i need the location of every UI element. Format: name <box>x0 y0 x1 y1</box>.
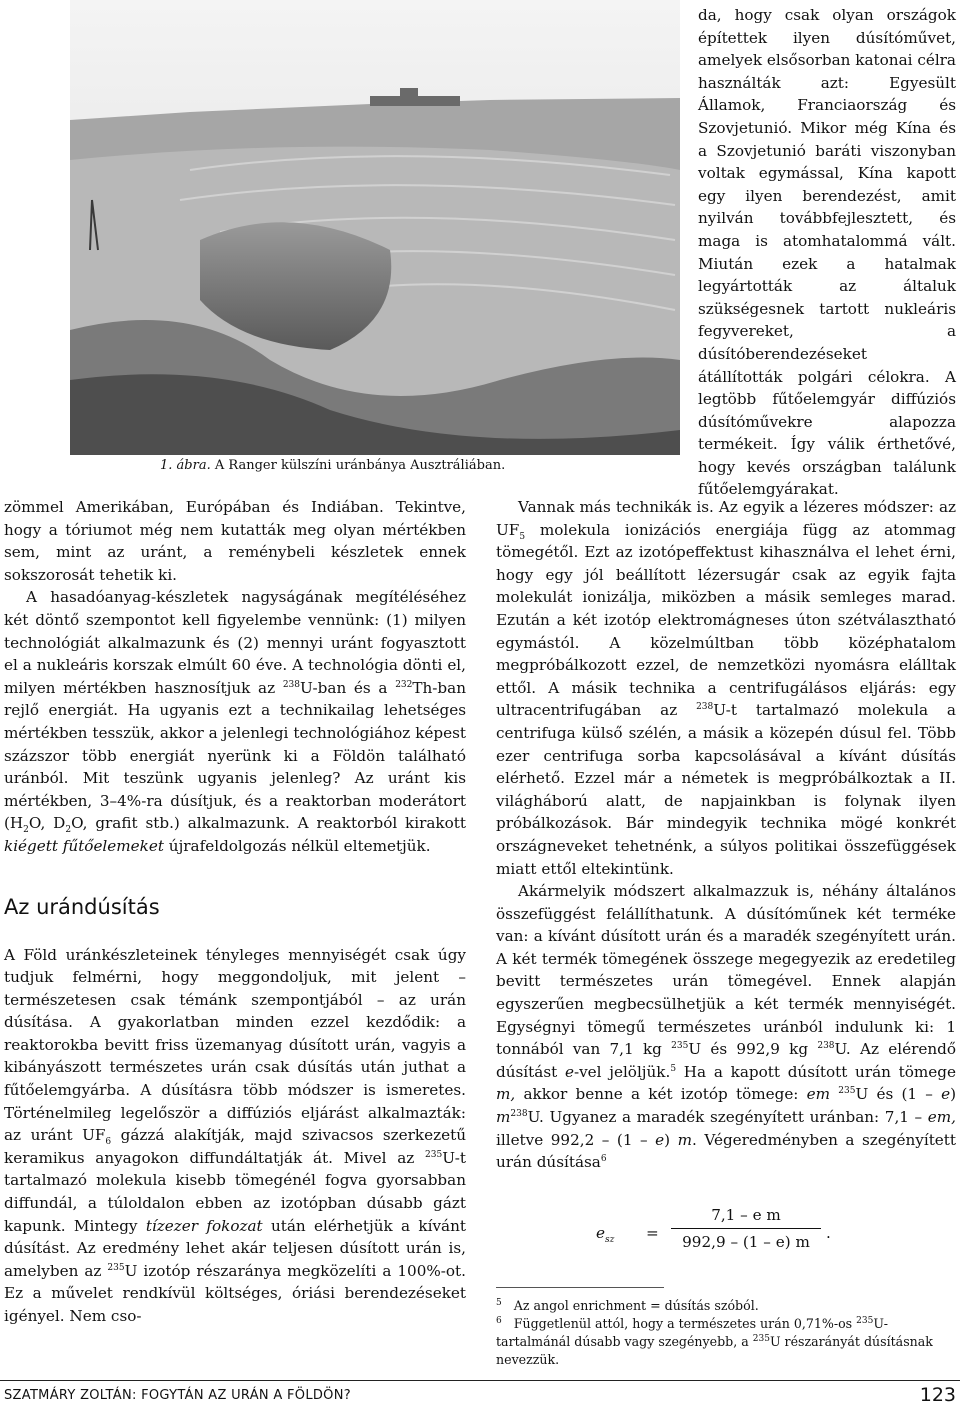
footnote-5: $^5$ Az angol enrichment = dúsítás szóból. <box>496 1297 759 1313</box>
formula-period: . <box>826 1223 831 1242</box>
left-column <box>4 496 466 1328</box>
formula-lhs: $e_{sz}$ <box>596 1223 615 1245</box>
paragraph: da, hogy csak olyan országok építettek ilyen dúsítóművet, amelyek elsősorban katonai célra használták azt: Egyesült Államok, Franciaország és Szovjetunió. Mikor még Kína és a Szovjetunió baráti viszonyban voltak egymással, Kína kapott egy ilyen berendezést, amit nyilván továbbfejlesztett, és maga is atomhatalommá vált. Miután ezek a hatalmak legyártották az általuk szükségesnek tartott nukleáris fegyvereket, a dúsítóberendezéseket átállították polgári célokra. A legtöbb fűtőelemgyár diffúziós dúsítóművekre alapozza termékeit. Így válik érthetővé, hogy kevés országban találunk fűtőelemgyárakat. <box>698 6 956 499</box>
formula-equals: = <box>646 1223 659 1242</box>
running-footer: SZATMÁRY ZOLTÁN: FOGYTÁN AZ URÁN A FÖLDÖN? <box>4 1388 351 1403</box>
right-top-text <box>698 4 956 501</box>
paragraph: Vannak más technikák is. Az egyik a lézeres módszer: az $UF_5$ molekula ionizációs energiája függ az atommag tömegétől. Ezt az izotópeffektust kihasználva el lehet érni, hogy egy jól beállított lézersugár csak az egyik fajta molekulát ionizálja, miközben a másik semleges marad. Ezután a két izotóp elektromágneses úton szétválasztható egymástól. A közelmúltban több középhatalom megpróbálkozott ezzel, de nemzetközi nyomásra elálltak ettől. A másik technika a centrifugálásos eljárás: egy ultracentrifugában az $^{238}$U-t tartalmazó molekula a centrifuga külső szélén, a másik a közepén dúsul fel. Több ezer centrifuga sorba kapcsolásával a kívánt dúsítás elérhető. Ezzel már a németek is megpróbálkoztak a II. világháború alatt, de napjainkban is folynak ilyen próbálkozások. Bár mindegyik technika mögé konkrét országneveket tehetnénk, a súlyos politikai összefüggések miatt ettől eltekintünk. <box>496 498 956 878</box>
open-pit-mine-image <box>70 0 680 455</box>
footer-divider <box>0 1380 960 1381</box>
paragraph: Akármelyik módszert alkalmazzuk is, néhány általános összefüggést felállíthatunk. A dúsítóműnek két terméke van: a kívánt dúsított urán és a maradék szegényített urán. A két termék tömegének összege megegyezik az eredetileg bevitt természetes urán tömegével. Ennek alapján egyszerűen megbecsülhetjük a két termék mennyiségét. Egységnyi tömegű természetes uránból indulunk ki: 1 tonnából van 7,1 kg $^{235}$U és 992,9 kg $^{238}$U. Az elérendő dúsítást e-vel jelöljük.$^5$ Ha a kapott dúsított urán tömege m, akkor benne a két izotóp tömege: em $^{235}$U és (1 – e) $m^{238}U$. Ugyanez a maradék szegényített uránban: 7,1 – em, illetve 992,2 – (1 – e) m. Végeredményben a szegényített urán dúsítása$^6$ <box>496 882 957 1172</box>
paragraph: A Föld uránkészleteinek tényleges mennyiségét csak úgy tudjuk felmérni, hogy meggondoljuk, mit jelent – természetesen csak témánk szempontjából – az urán dúsítása. A gyakorlatban minden ezzel kezdődik: a reaktorokba bevitt friss üzemanyag dúsított urán, vagyis a kibányászott természetes urán csak dúsítás után juthat a fűtőelemgyárba. A dúsításra több módszer is ismeretes. Történelmileg legelőször a diffúziós eljárást alkalmazták: az uránt $UF_6$ gázzá alakítják, majd szivacsos szerkezetű keramikus anyagokon diffundáltatják át. Mivel az $^{235}$U-t tartalmazó molekula kisebb tömegénél fogva gyorsabban diffundál, a túloldalon ebben az izotópban dúsabb gázt kapunk. Mintegy tízezer fokozat után elérhetjük a kívánt dúsítást. Az eredmény lehet akár teljesen dúsított urán is, amelyben az $^{235}$U izotóp részaránya megközelíti a 100%-ot. Ez a művelet rendkívül költséges, óriási berendezéseket igényel. Nem cso- <box>4 945 466 1325</box>
mine-photo <box>70 0 680 455</box>
formula-numerator: 7,1 – e m <box>671 1204 821 1230</box>
figure-number: 1. ábra. <box>160 458 211 473</box>
section-heading: Az urándúsítás <box>4 894 160 919</box>
enrichment-formula <box>496 1202 956 1262</box>
footnote-ref: 6 <box>600 1154 607 1165</box>
footnote-divider <box>496 1287 664 1288</box>
paragraph: A hasadóanyag-készletek nagyságának megítéléséhez két döntő szempontot kell figyelembe vennünk: (1) milyen technológiát alkalmazunk és (2) mennyi uránt fogyasztott el a nukleáris korszak elmúlt 60 éve. A technológia dönti el, milyen mértékben hasznosítjuk az $^{238}$U-ban és a $^{232}$Th-ban rejlő energiát. Ha ugyanis ezt a technikailag lehetséges mértékben tesszük, akkor a jelenlegi technológiához képest százszor több energiát nyerünk ki a Földön található uránból. Mit teszünk ugyanis jelenleg? Az uránt kis mértékben, 3–4%-ra dúsítjuk, és a reaktorban moderátort ($H_2O$, $D_2O$, grafit stb.) alkalmazunk. A reaktorból kirakott kiégett fűtőelemeket újrafeldolgozás nélkül eltemetjük. <box>4 588 466 855</box>
figure-caption <box>160 458 520 473</box>
paragraph: zömmel Amerikában, Európában és Indiában. Tekintve, hogy a tóriumot még nem kutatták meg olyan mértékben sem, mint az uránt, a reménybeli készletek ennek sokszorosát tehetik ki. <box>4 498 466 584</box>
page-number: 123 <box>919 1384 956 1406</box>
formula-fraction <box>671 1204 821 1254</box>
footnotes <box>496 1297 958 1369</box>
figure-caption-text: A Ranger külszíni uránbánya Ausztráliában. <box>214 458 506 473</box>
footnote-ref: 5 <box>670 1063 677 1074</box>
footnote-6: $^6$ Függetlenül attól, hogy a természetes urán 0,71%-os $^{235}$U-tartalmánál dúsabb vagy szegényebb, a $^{235}$U részarányát dúsításnak nevezzük. <box>496 1315 933 1367</box>
right-column <box>496 496 956 1262</box>
formula-denominator: 992,9 – (1 – e) m <box>682 1233 810 1252</box>
